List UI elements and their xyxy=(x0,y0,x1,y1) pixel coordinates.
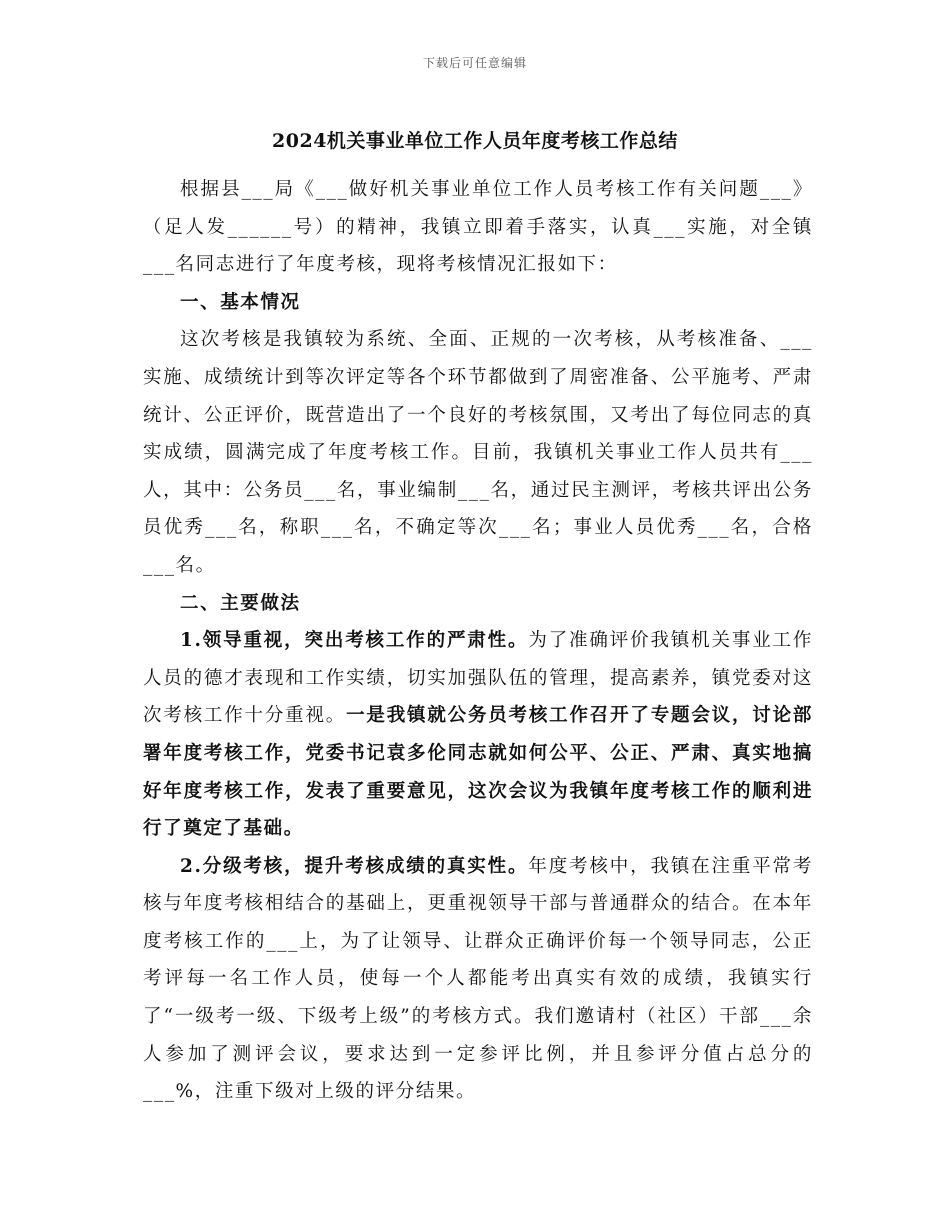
section-basic-paragraph: 这次考核是我镇较为系统、全面、正规的一次考核，从考核准备、___实施、成绩统计到等次评定等各个环节都做到了周密准备、公平施考、严肃统计、公正评价，既营造出了一个良好的考核氛围，又考出了每位同志的真实成绩，圆满完成了年度考核工作。目前，我镇机关事业工作人员共有___人，其中：公务员___名，事业编制___名，通过民主测评，考核共评出公务员优秀___名，称职___名，不确定等次___名；事业人员优秀___名，合格___名。 xyxy=(143,329,813,576)
item-1-lead: 1.领导重视，突出考核工作的严肃性。 xyxy=(180,630,529,652)
item-2-lead: 2.分级考核，提升考核成绩的真实性。 xyxy=(180,855,529,877)
item-2-text: 年度考核中，我镇在注重平常考核与年度考核相结合的基础上，更重视领导干部与普通群众的结合。在本年度考核工作的___上，为了让领导、让群众正确评价每一个领导同志，公正考评每一名工作人员，使每一个人都能考出真实有效的成绩，我镇实行了“一级考一级、下级考上级”的考核方式。我们邀请村（社区）干部___余人参加了测评会议，要求达到一定参评比例，并且参评分值占总分的___%，注重下级对上级的评分结果。 xyxy=(143,855,813,1103)
intro-paragraph: 根据县___局《___做好机关事业单位工作人员考核工作有关问题___》（足人发______号）的精神，我镇立即着手落实，认真___实施，对全镇___名同志进行了年度考核，现将考核情况汇报如下： xyxy=(143,179,813,276)
methods-item-2 xyxy=(143,848,813,1111)
page-header-note: 下载后可任意编辑 xyxy=(422,56,527,70)
item-1-text: 为了准确评价我镇机关事业工作人员的德才表现和工作实绩，切实加强队伍的管理，提高素养，镇党委对这次考核工作十分重视。 xyxy=(143,630,813,727)
methods-item-1 xyxy=(143,622,813,848)
item-1-bold-text: 一是我镇就公务员考核工作召开了专题会议，讨论部署年度考核工作，党委书记袁多伦同志就如何公平、公正、严肃、真实地搞好年度考核工作，发表了重要意见，这次会议为我镇年度考核工作的顺利进行了奠定了基础。 xyxy=(143,705,813,840)
section-heading-methods: 二、主要做法 xyxy=(180,592,301,614)
document-title: 2024机关事业单位工作人员年度考核工作总结 xyxy=(272,130,678,152)
section-heading-basic: 一、基本情况 xyxy=(180,291,301,313)
document-body xyxy=(143,171,813,1111)
